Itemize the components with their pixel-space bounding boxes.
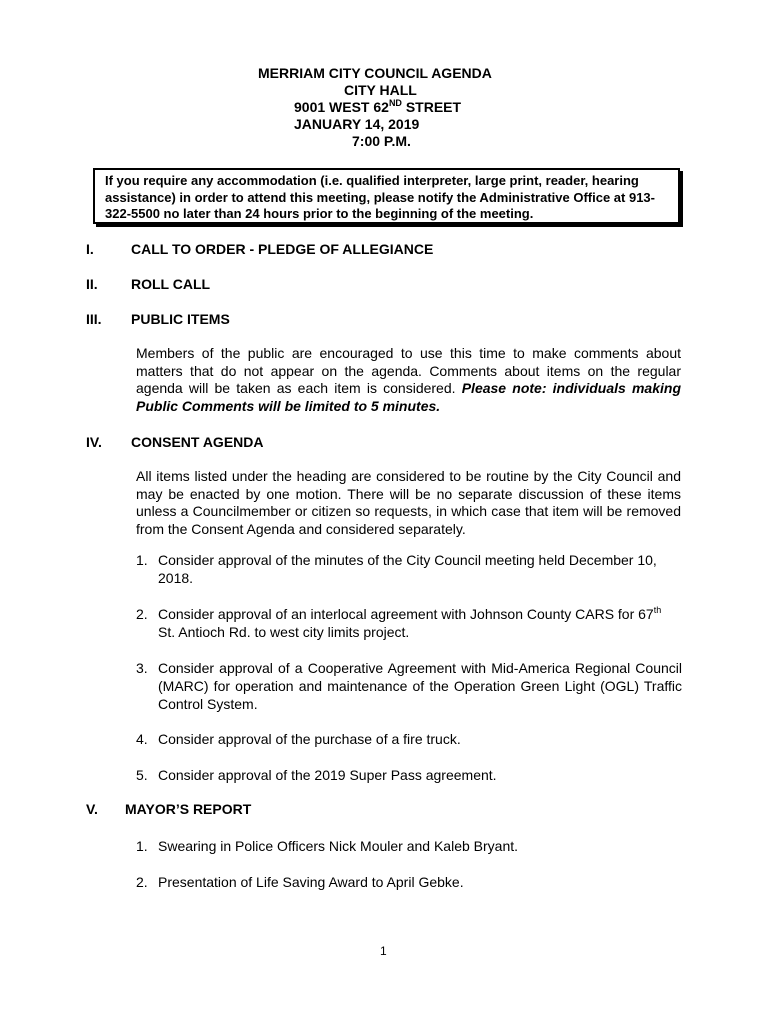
- consent-item-number: 1.: [136, 552, 148, 568]
- consent-item-3: [136, 659, 682, 713]
- address-street: STREET: [401, 99, 462, 115]
- page-number: 1: [380, 944, 387, 958]
- mayor-item-number: 1.: [136, 838, 148, 854]
- public-items-paragraph: [136, 345, 681, 415]
- mayor-item-2: [136, 873, 682, 891]
- consent-item-text-start: Consider approval of an interlocal agreement with Johnson County CARS for 67: [158, 606, 654, 622]
- section-title-mayors-report: MAYOR’S REPORT: [125, 801, 252, 817]
- address-number: 9001 WEST 62: [294, 99, 389, 115]
- consent-item-text: [158, 605, 682, 641]
- section-number-5: V.: [86, 801, 98, 817]
- consent-agenda-paragraph: All items listed under the heading are considered to be routine by the City Council and may be enacted by one motion. There will be no separate discussion of these items unless a Councilmember or citizen so requests, in which case that item will be removed from the Consent Agenda and considered separately.: [136, 468, 681, 537]
- consent-item-number: 4.: [136, 731, 148, 747]
- consent-item-text: Consider approval of the minutes of the City Council meeting held December 10, 2018.: [158, 552, 657, 586]
- section-title-call-to-order: CALL TO ORDER - PLEDGE OF ALLEGIANCE: [131, 241, 434, 257]
- mayor-item-text: Swearing in Police Officers Nick Mouler and Kaleb Bryant.: [158, 838, 519, 854]
- section-number-4: IV.: [86, 434, 102, 450]
- consent-item-4: [136, 730, 682, 748]
- consent-item-2: [136, 605, 682, 641]
- ordinal-suffix: th: [653, 605, 662, 615]
- header-address: [294, 99, 461, 116]
- consent-item-text-end: St. Antioch Rd. to west city limits project.: [158, 624, 410, 640]
- mayor-item-1: [136, 837, 682, 855]
- consent-item-1: [136, 551, 682, 587]
- consent-item-text: Consider approval of the 2019 Super Pass agreement.: [158, 767, 497, 783]
- section-title-consent-agenda: CONSENT AGENDA: [131, 434, 264, 450]
- address-suffix: ND: [388, 98, 402, 108]
- consent-item-5: [136, 766, 682, 784]
- header-title: MERRIAM CITY COUNCIL AGENDA: [258, 65, 492, 81]
- header-location: CITY HALL: [344, 82, 417, 98]
- mayor-item-text: Presentation of Life Saving Award to April Gebke.: [158, 874, 464, 890]
- consent-item-number: 3.: [136, 660, 148, 676]
- header-date: JANUARY 14, 2019: [294, 116, 420, 132]
- consent-item-number: 5.: [136, 767, 148, 783]
- section-title-roll-call: ROLL CALL: [131, 276, 211, 292]
- consent-item-text: Consider approval of the purchase of a fire truck.: [158, 731, 461, 747]
- consent-item-text: Consider approval of a Cooperative Agreement with Mid-America Regional Council (MARC) for operation and maintenance of the Operation Green Light (OGL) Traffic Control System.: [158, 660, 682, 712]
- section-title-public-items: PUBLIC ITEMS: [131, 311, 230, 327]
- accommodation-notice-text: If you require any accommodation (i.e. qualified interpreter, large print, reader, hearing assistance) in order to attend this meeting, please notify the Administrative Office at 913-322-5500 no later than 24 hours prior to the beginning of the meeting.: [105, 173, 655, 221]
- public-items-body: Members of the public are encouraged to use this time to make comments about matters that do not appear on the agenda. Comments about items on the regular agenda will be taken as each item is considered.: [136, 345, 681, 396]
- section-number-2: II.: [86, 276, 98, 292]
- mayor-item-number: 2.: [136, 874, 148, 890]
- section-number-3: III.: [86, 311, 102, 327]
- header-time: 7:00 P.M.: [352, 133, 411, 149]
- accommodation-notice-box: [93, 168, 680, 224]
- public-comments-note: Please note: individuals making Public Comments will be limited to 5 minutes.: [136, 380, 681, 414]
- section-number-1: I.: [86, 241, 94, 257]
- consent-item-number: 2.: [136, 606, 148, 622]
